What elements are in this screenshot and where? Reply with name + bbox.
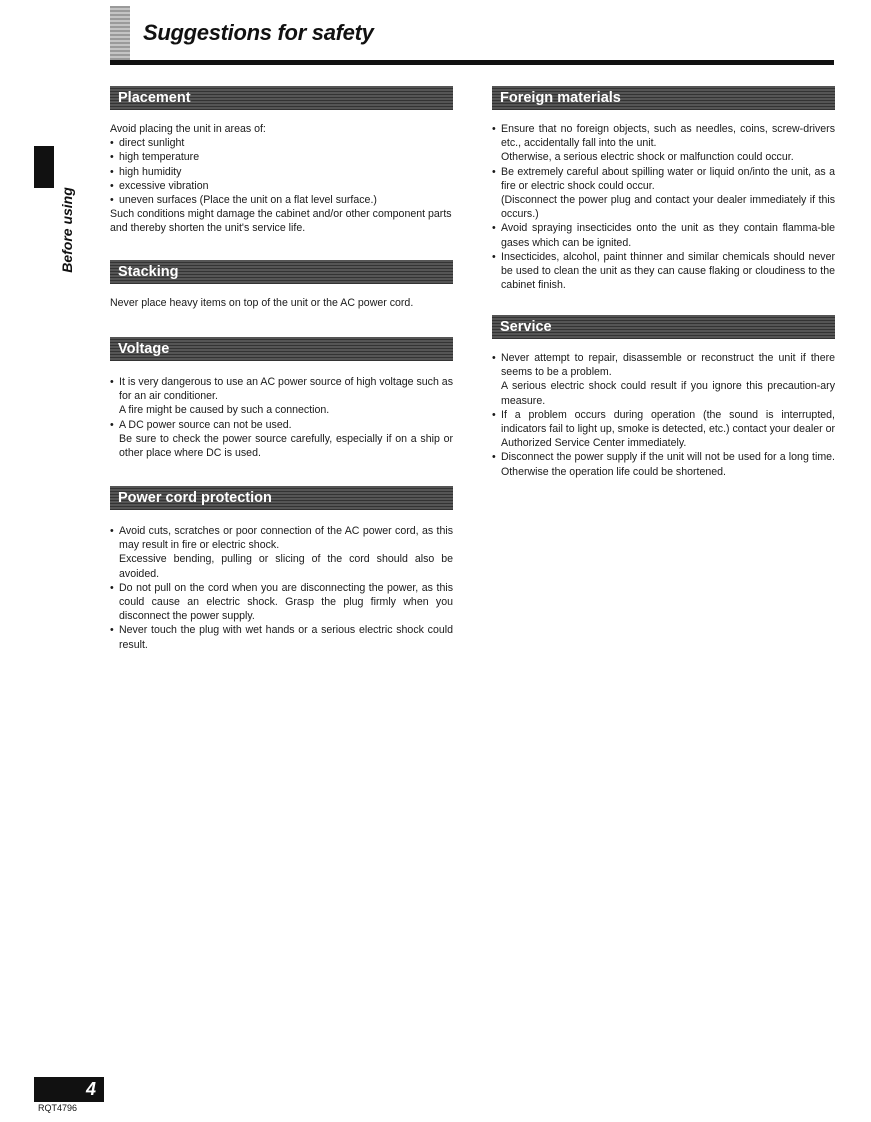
voltage-list: [110, 375, 453, 460]
list-item: • high humidity: [110, 165, 453, 179]
list-item: [492, 250, 835, 293]
document-code: RQT4796: [38, 1103, 78, 1113]
list-item: • uneven surfaces (Place the unit on a flat level surface.): [110, 193, 453, 207]
service-list: [492, 351, 835, 479]
foreign-materials-section: [492, 86, 835, 292]
list-item: [492, 165, 835, 222]
power-cord-body: [110, 524, 453, 652]
list-item: • excessive vibration: [110, 179, 453, 193]
list-item: [492, 122, 835, 165]
stacking-section: [110, 260, 453, 310]
list-item-text: Disconnect the power supply if the unit will not be used for a long time. Otherwise the operation life could be shortened.: [501, 451, 835, 478]
side-section-label: Before using: [59, 187, 75, 273]
title-rule: [110, 60, 834, 65]
service-section: [492, 315, 835, 479]
placement-list: [110, 136, 453, 207]
page-number: 4: [34, 1077, 104, 1102]
power-cord-heading: Power cord protection: [110, 486, 453, 510]
placement-section: [110, 86, 453, 236]
foreign-materials-body: [492, 122, 835, 292]
list-item-note: (Disconnect the power plug and contact your dealer immediately if this occurs.): [501, 194, 835, 221]
list-item: [110, 623, 453, 651]
voltage-section: [110, 337, 453, 460]
list-item-text: Never attempt to repair, disassemble or reconstruct the unit if there seems to be a problem.: [501, 352, 835, 379]
list-item-note: Otherwise, a serious electric shock or malfunction could occur.: [501, 151, 794, 164]
list-item-note: Excessive bending, pulling or slicing of the cord should also be avoided.: [119, 553, 453, 580]
list-item: [110, 418, 453, 461]
placement-body: [110, 122, 453, 236]
foreign-materials-heading: Foreign materials: [492, 86, 835, 110]
list-item-text: Do not pull on the cord when you are disconnecting the power, as this could cause an electric shock. Grasp the plug firmly when you disconnect the power supply.: [119, 581, 453, 623]
list-item: [110, 524, 453, 581]
list-item: [492, 450, 835, 478]
list-item-text: Be extremely careful about spilling water or liquid on/into the unit, as a fire or electric shock could occur.: [501, 165, 835, 192]
title-accent-bar: [110, 6, 130, 64]
list-item-text: Never touch the plug with wet hands or a serious electric shock could result.: [119, 624, 453, 651]
list-item-text: Ensure that no foreign objects, such as needles, coins, screw-drivers etc., accidentally fall into the unit.: [501, 123, 835, 150]
voltage-body: [110, 375, 453, 460]
list-item: [492, 408, 835, 451]
list-item-text: Avoid cuts, scratches or poor connection of the AC power cord, as this may result in fire or electric shock.: [119, 525, 453, 552]
list-item-note: A fire might be caused by such a connection.: [119, 404, 330, 417]
list-item-text: It is very dangerous to use an AC power source of high voltage such as for an air conditioner.: [119, 376, 453, 403]
list-item-text: If a problem occurs during operation (the sound is interrupted, indicators fail to light up, smoke is detected, etc.) contact your dealer or Authorized Service Center immediately.: [501, 408, 835, 450]
placement-intro: Avoid placing the unit in areas of:: [110, 123, 266, 135]
service-body: [492, 351, 835, 479]
list-item-note: A serious electric shock could result if you ignore this precaution-ary measure.: [501, 380, 835, 407]
list-item-text: Insecticides, alcohol, paint thinner and similar chemicals should never be used to clean the unit as they can cause flaking or cloudiness to the cabinet finish.: [501, 250, 835, 292]
list-item: • high temperature: [110, 150, 453, 164]
stacking-text: Never place heavy items on top of the unit or the AC power cord.: [110, 297, 414, 309]
foreign-materials-list: [492, 122, 835, 292]
placement-heading: Placement: [110, 86, 453, 110]
list-item-note: Be sure to check the power source carefully, especially if on a ship or other place where DC is used.: [119, 432, 453, 460]
stacking-body: [110, 296, 453, 310]
page-title: Suggestions for safety: [143, 20, 374, 45]
placement-outro: Such conditions might damage the cabinet and/or other component parts and thereby shorten the unit's service life.: [110, 208, 452, 235]
list-item: [110, 375, 453, 418]
service-heading: Service: [492, 315, 835, 339]
power-cord-section: [110, 486, 453, 652]
list-item: [492, 221, 835, 249]
side-tab-marker: [34, 146, 54, 188]
list-item-text: A DC power source can not be used.: [119, 418, 292, 431]
list-item: • direct sunlight: [110, 136, 453, 150]
stacking-heading: Stacking: [110, 260, 453, 284]
list-item: [110, 581, 453, 624]
power-cord-list: [110, 524, 453, 652]
voltage-heading: Voltage: [110, 337, 453, 361]
list-item: [492, 351, 835, 408]
list-item-text: Avoid spraying insecticides onto the unit as they contain flamma-ble gases which can be ignited.: [501, 222, 835, 249]
